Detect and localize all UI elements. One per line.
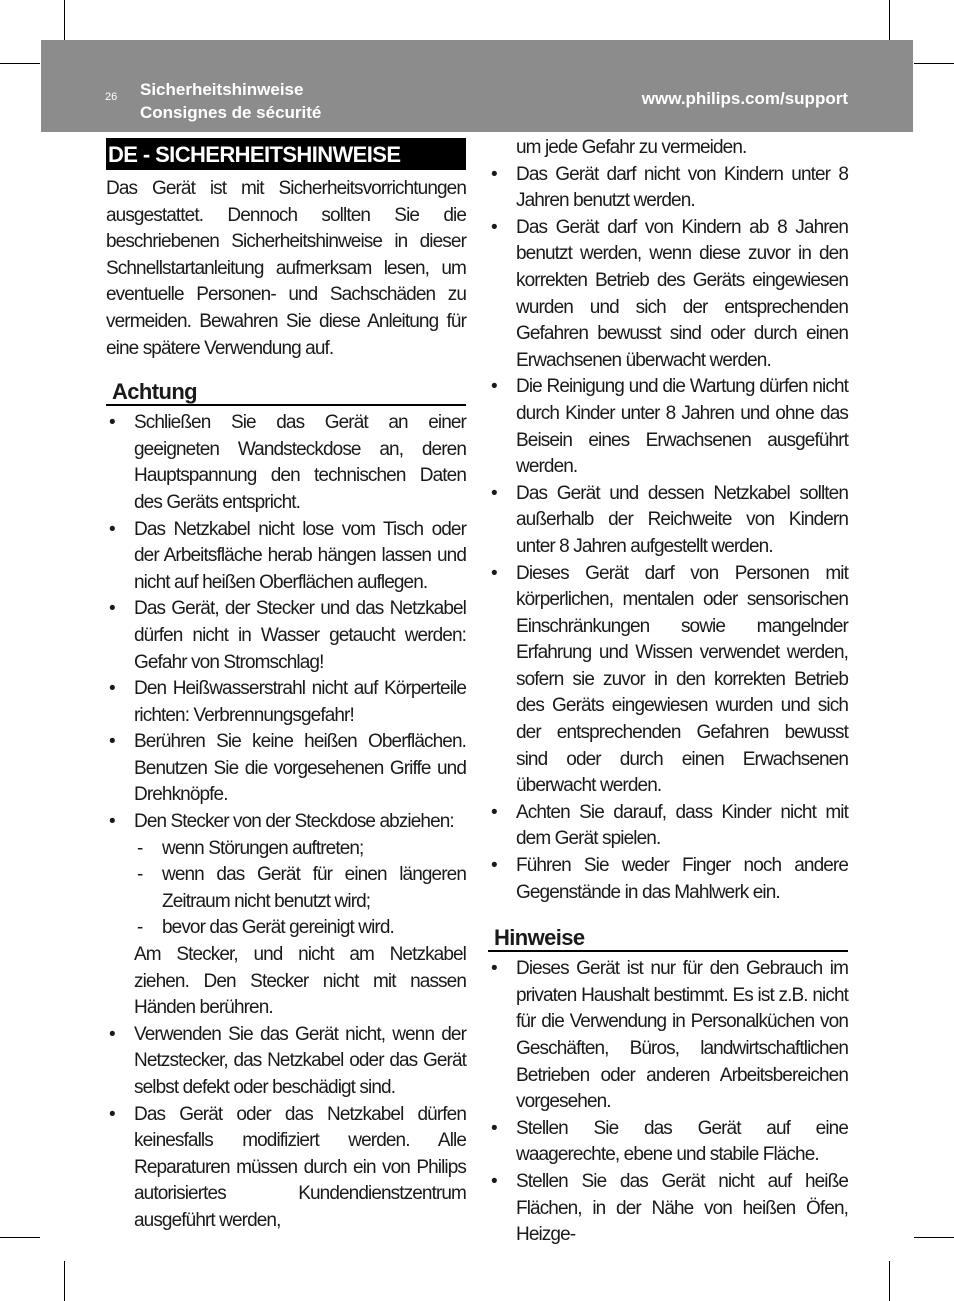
list-item: • Den Heißwasserstrahl nicht auf Körperteile richten: Verbrennungsgefahr!: [106, 676, 466, 729]
support-url: www.philips.com/support: [641, 89, 848, 108]
list-item: • Stellen Sie das Gerät auf eine waagerechte, ebene und stabile Fläche.: [488, 1116, 848, 1169]
list-item: • Dieses Gerät ist nur für den Gebrauch im privaten Haushalt bestimmt. Es ist z.B. nicht für die Verwendung in Personalküchen von Geschäften, Büros, landwirtschaftlichen Betrieben oder anderen Arbeitsbereichen vorgesehen.: [488, 956, 848, 1116]
list-item: • Führen Sie weder Finger noch andere Gegenstände in das Mahlwerk ein.: [488, 853, 848, 906]
list-item: • Das Gerät darf nicht von Kindern unter 8 Jahren benutzt werden.: [488, 162, 848, 215]
list-item: • Schließen Sie das Gerät an einer geeigneten Wandsteckdose an, deren Hauptspannung den technischen Daten des Geräts entspricht.: [106, 410, 466, 516]
unplug-note: Am Stecker, und nicht am Netzkabel ziehen. Den Stecker nicht mit nassen Händen berühren.: [134, 944, 466, 1019]
list-item: • Dieses Gerät darf von Personen mit körperlichen, mentalen oder sensorischen Einschränkungen sowie mangelnder Erfahrung und Wissen verwendet werden, sofern sie zuvor in den korrekten Betrieb des Geräts eingewiesen wurden und sich der entsprechenden Gefahren bewusst sind oder durch einen Erwachsenen überwacht werden.: [488, 561, 848, 800]
section-heading-achtung: Achtung: [106, 380, 466, 406]
crop-mark: [0, 63, 40, 64]
achtung-list-continued: [106, 1022, 466, 1235]
list-item: • Stellen Sie das Gerät nicht auf heiße Flächen, in der Nähe von heißen Öfen, Heizge-: [488, 1169, 848, 1249]
page-number: 26: [105, 91, 118, 103]
crop-mark: [0, 1237, 40, 1238]
page-header: [41, 40, 913, 132]
list-item: • Verwenden Sie das Gerät nicht, wenn der Netzstecker, das Netzkabel oder das Gerät selbst defekt oder beschädigt sind.: [106, 1022, 466, 1102]
page-title: DE - SICHERHEITSHINWEISE: [106, 138, 466, 170]
list-item: • Achten Sie darauf, dass Kinder nicht mit dem Gerät spielen.: [488, 800, 848, 853]
unplug-sublist: [134, 836, 466, 942]
list-item: • Das Gerät, der Stecker und das Netzkabel dürfen nicht in Wasser getaucht werden: Gefahr von Stromschlag!: [106, 596, 466, 676]
right-column: [488, 133, 848, 1249]
crop-mark: [889, 1261, 890, 1301]
section-heading-hinweise: Hinweise: [488, 926, 848, 952]
list-item: • Die Reinigung und die Wartung dürfen nicht durch Kinder unter 8 Jahren und ohne das Beisein eines Erwachsenen ausgeführt werden.: [488, 374, 848, 480]
crop-mark: [64, 1261, 65, 1301]
achtung-list-right: [488, 162, 848, 907]
continued-text: um jede Gefahr zu vermeiden.: [516, 137, 747, 158]
left-column: [106, 133, 466, 1235]
achtung-list: [106, 410, 466, 836]
sub-list-item: - bevor das Gerät gereinigt wird.: [134, 915, 466, 942]
hinweise-list: [488, 956, 848, 1249]
header-title: [140, 78, 321, 124]
crop-mark: [64, 0, 65, 40]
list-item: • Das Gerät und dessen Netzkabel sollten außerhalb der Reichweite von Kindern unter 8 Jahren aufgestellt werden.: [488, 481, 848, 561]
crop-mark: [914, 63, 954, 64]
crop-mark: [914, 1237, 954, 1238]
sub-list-item: - wenn Störungen auftreten;: [134, 836, 466, 863]
header-title-de: Sicherheitshinweise: [140, 80, 304, 99]
list-item-text: Den Stecker von der Steckdose abziehen:: [134, 811, 454, 833]
crop-mark: [889, 0, 890, 40]
list-item: • Das Gerät darf von Kindern ab 8 Jahren benutzt werden, wenn diese zuvor in den korrekten Betrieb des Geräts eingewiesen wurden und sich der entsprechenden Gefahren bewusst sind oder durch einen Erwachsenen überwacht werden.: [488, 215, 848, 375]
intro-paragraph: Das Gerät ist mit Sicherheitsvorrichtungen ausgestattet. Dennoch sollten Sie die beschriebenen Sicherheitshinweise in dieser Schnellstartanleitung aufmerksam lesen, um eventuelle Personen- und Sachschäden zu vermeiden. Bewahren Sie diese Anleitung für eine spätere Verwendung auf.: [106, 178, 466, 359]
sub-list-item: - wenn das Gerät für einen längeren Zeitraum nicht benutzt wird;: [134, 862, 466, 915]
list-item: • Das Gerät oder das Netzkabel dürfen keinesfalls modifiziert werden. Alle Reparaturen müssen durch ein von Philips autorisiertes Kundendienstzentrum ausgeführt werden,: [106, 1102, 466, 1235]
list-item: • Das Netzkabel nicht lose vom Tisch oder der Arbeitsfläche herab hängen lassen und nicht auf heißen Oberflächen auflegen.: [106, 517, 466, 597]
list-item-unplug: [106, 809, 466, 836]
list-item: • Berühren Sie keine heißen Oberflächen. Benutzen Sie die vorgesehenen Griffe und Drehknöpfe.: [106, 729, 466, 809]
header-title-fr: Consignes de sécurité: [140, 103, 322, 122]
